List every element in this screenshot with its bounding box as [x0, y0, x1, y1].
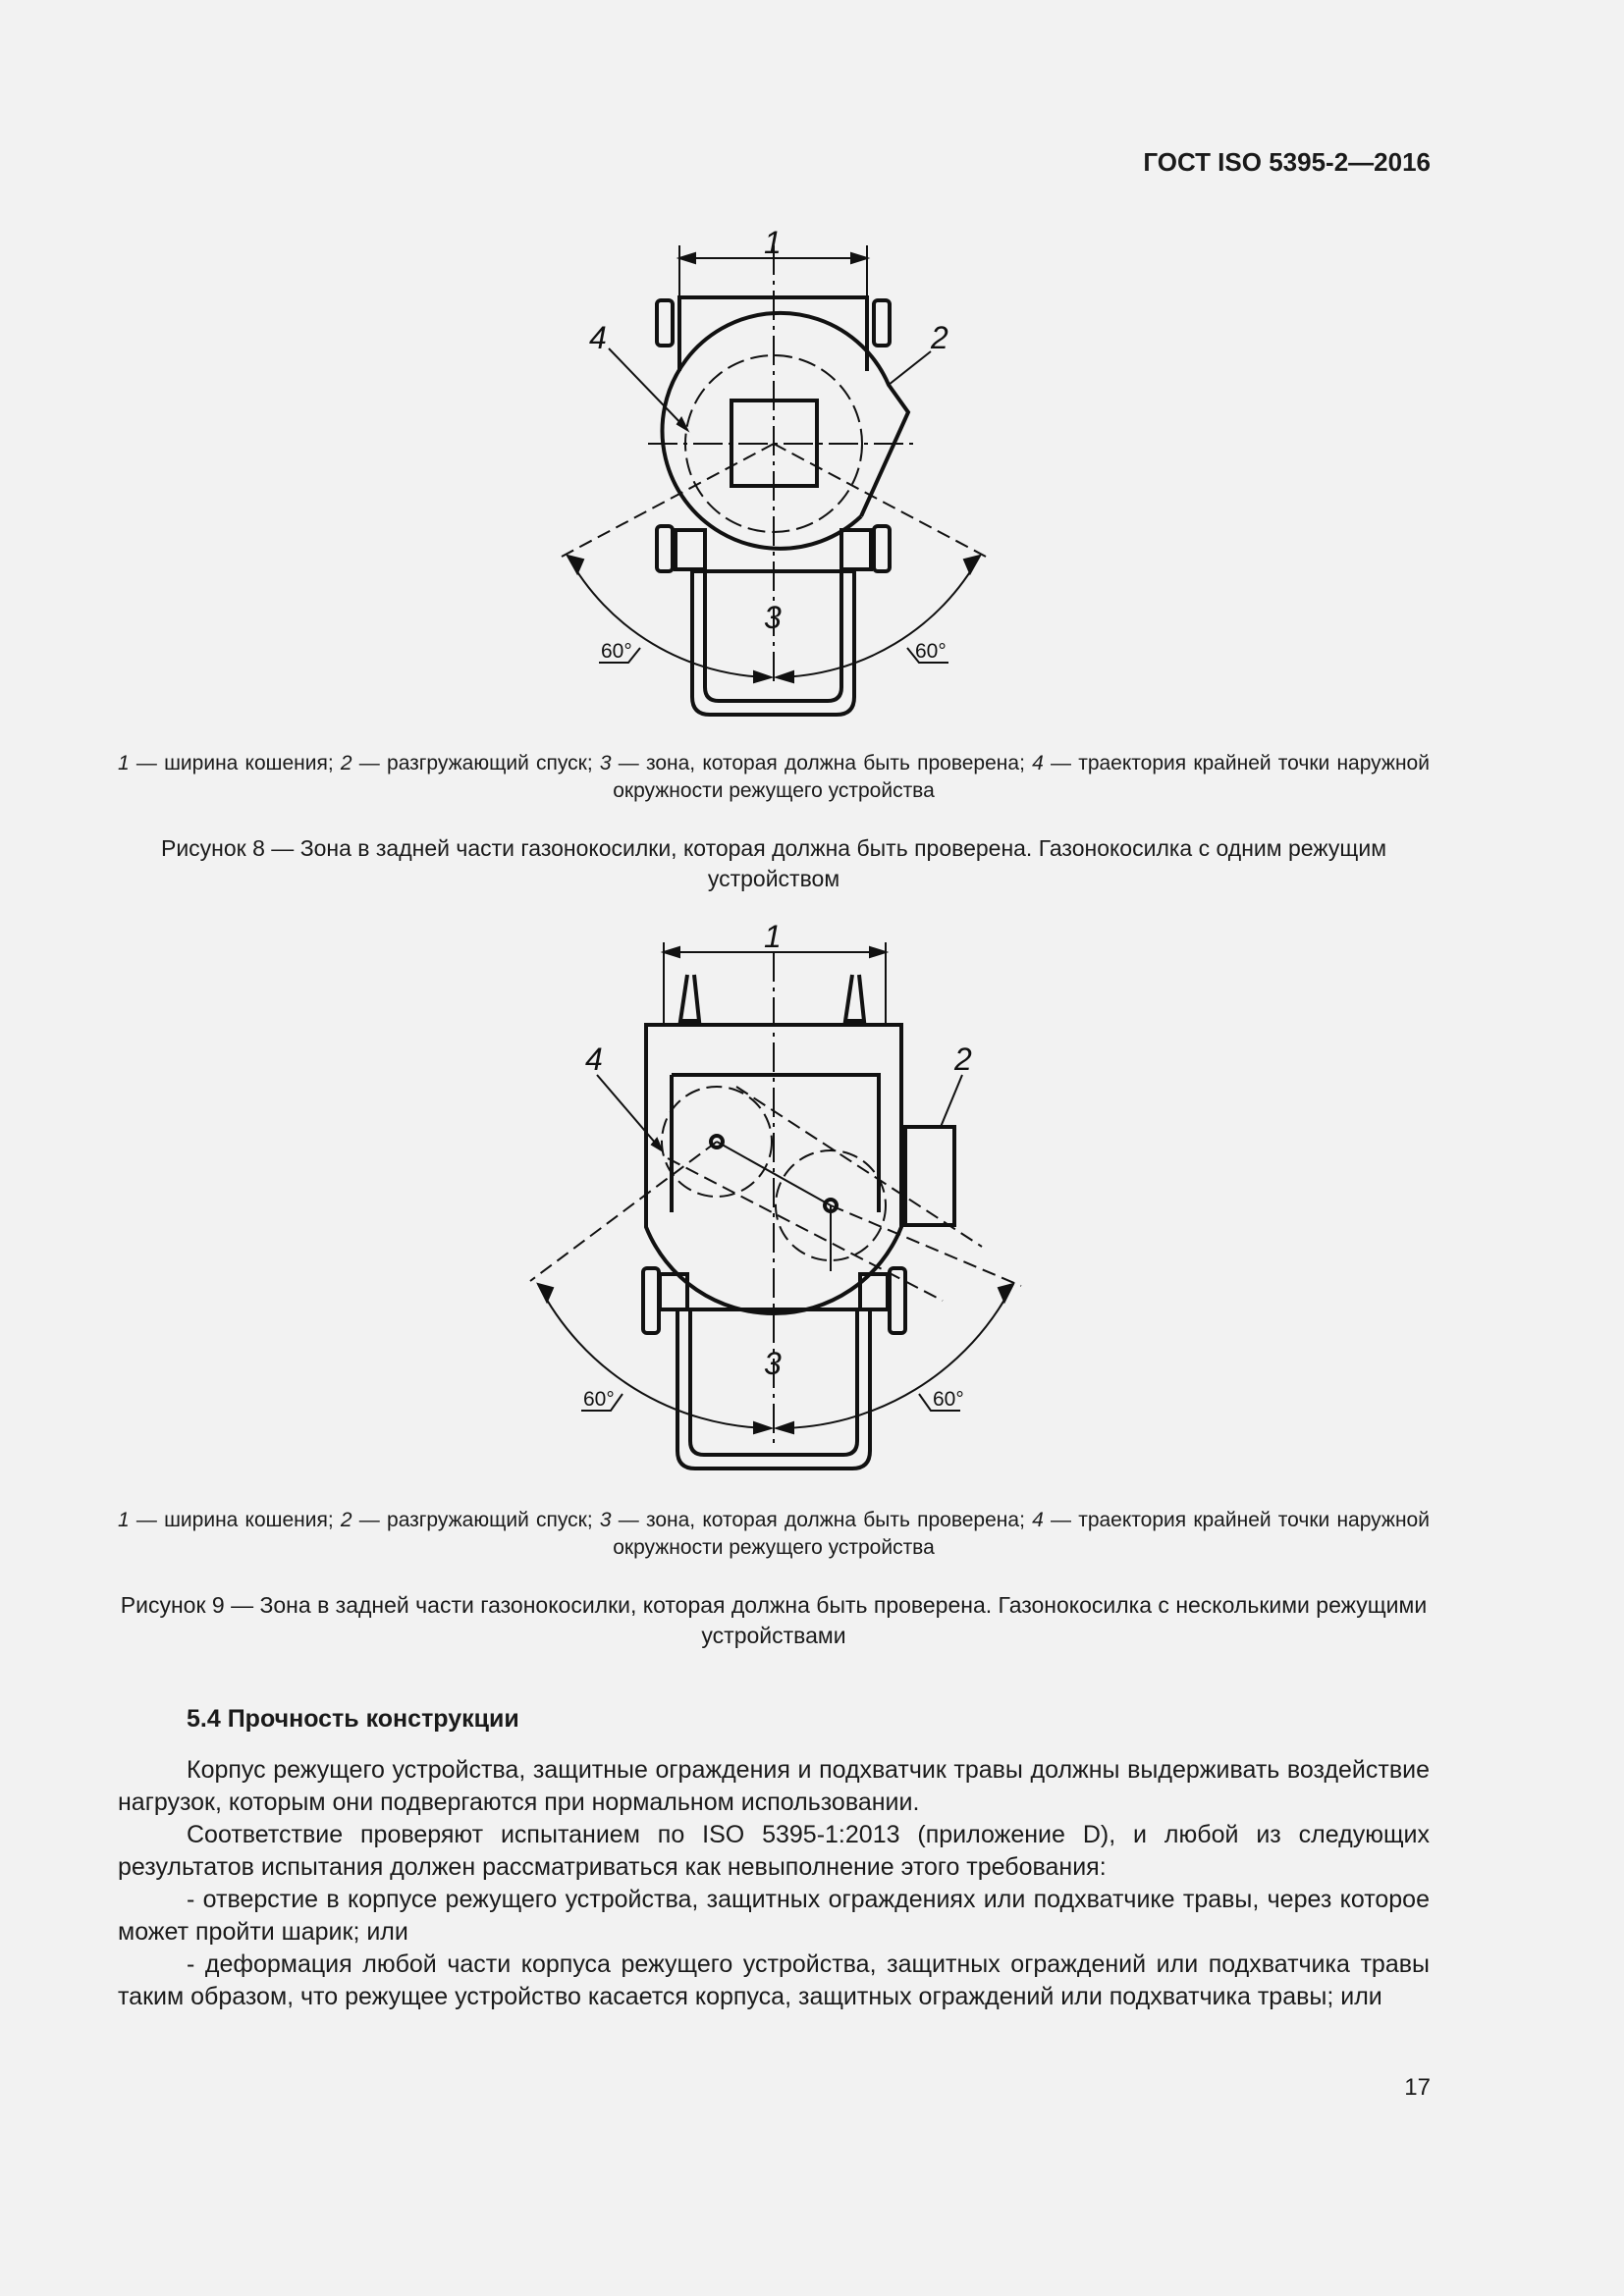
fig9-label-1: 1	[764, 919, 782, 954]
fig8-label-4: 4	[589, 320, 607, 355]
page-number: 17	[1404, 2074, 1431, 2101]
section-title: 5.4 Прочность конструкции	[187, 1705, 519, 1733]
fig9-label-3: 3	[764, 1346, 782, 1381]
figure-9-drawing	[520, 913, 1031, 1477]
fig8-label-2: 2	[931, 320, 948, 355]
paragraph: Соответствие проверяют испытанием по ISO 5395-1:2013 (приложение D), и любой из следующих результатов испытания должен рассматриваться как невыполнение этого требования:	[118, 1821, 1430, 1881]
fig9-label-4: 4	[585, 1041, 603, 1077]
fig9-label-2: 2	[954, 1041, 972, 1077]
paragraph: - деформация любой части корпуса режущего устройства, защитных ограждений или подхватчика травы таким образом, что режущее устройство касается корпуса, защитных ограждений или подхватчика травы; или	[118, 1950, 1430, 2010]
paragraph: - отверстие в корпусе режущего устройства, защитных ограждениях или подхватчике травы, через которое может пройти шарик; или	[118, 1886, 1430, 1946]
document-header: ГОСТ ISO 5395-2—2016	[1143, 147, 1431, 177]
figure-8-caption: Рисунок 8 — Зона в задней части газонокосилки, которая должна быть проверена. Газонокосилка с одним режущим устройством	[160, 835, 1387, 891]
figure-9-caption: Рисунок 9 — Зона в задней части газонокосилки, которая должна быть проверена. Газонокосилка с несколькими режущими устройствами	[120, 1592, 1428, 1648]
fig9-angle-left: 60°	[583, 1388, 615, 1411]
figure-8-legend: 1 — ширина кошения; 2 — разгружающий спуск; 3 — зона, которая должна быть проверена; 4 — траектория крайней точки наружной окружности режущего устройства	[118, 752, 1430, 802]
fig8-angle-right: 60°	[915, 640, 947, 663]
figure-9-legend: 1 — ширина кошения; 2 — разгружающий спуск; 3 — зона, которая должна быть проверена; 4 — траектория крайней точки наружной окружности режущего устройства	[118, 1509, 1430, 1559]
paragraph: Корпус режущего устройства, защитные ограждения и подхватчик травы должны выдерживать воздействие нагрузок, которым они подвергаются при нормальном использовании.	[118, 1756, 1430, 1816]
figure-8-drawing	[550, 221, 1001, 721]
fig9-angle-right: 60°	[933, 1388, 964, 1411]
section-body	[118, 1754, 1430, 2013]
fig8-label-3: 3	[764, 600, 782, 635]
fig8-angle-left: 60°	[601, 640, 632, 663]
fig8-label-1: 1	[764, 225, 782, 260]
